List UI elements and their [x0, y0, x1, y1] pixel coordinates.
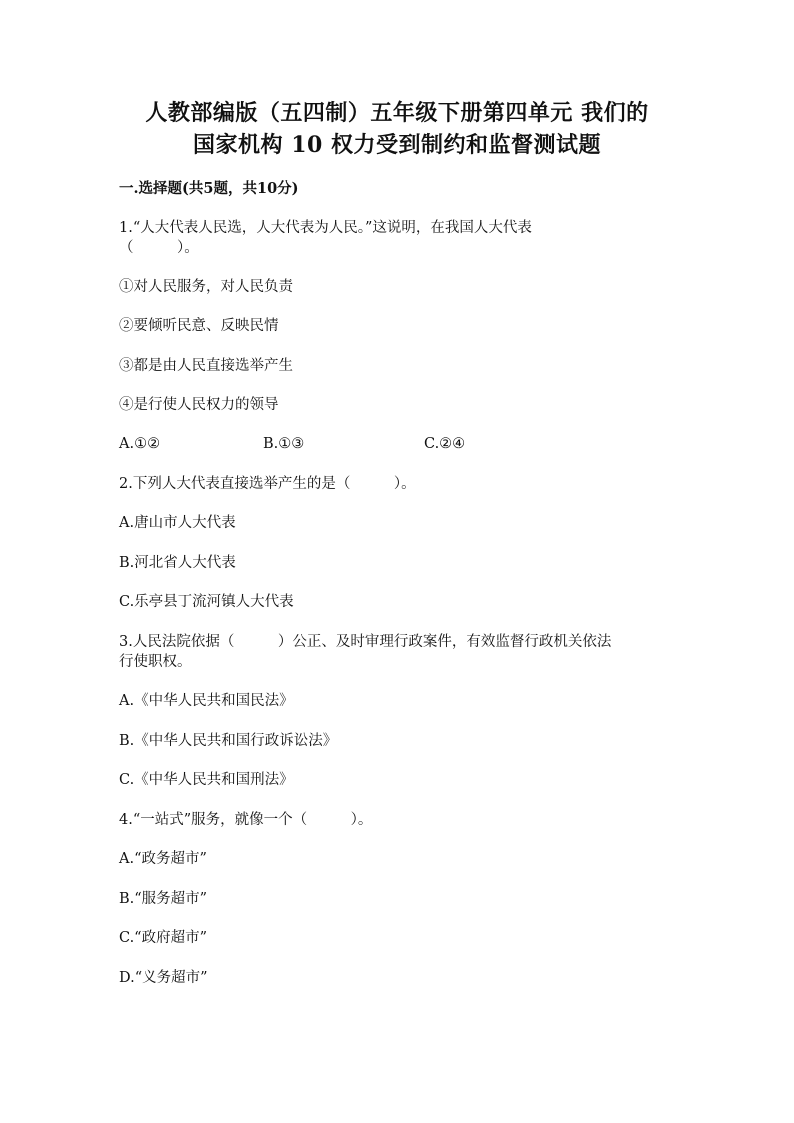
- question-2-option-a[interactable]: A.唐山市人大代表: [119, 515, 236, 531]
- question-4-option-d[interactable]: D.“义务超市”: [119, 970, 208, 986]
- question-1-statement-2: ②要倾听民意、反映民情: [119, 318, 279, 334]
- question-3-option-c[interactable]: C.《中华人民共和国刑法》: [119, 772, 294, 788]
- question-4-stem: 4.“一站式”服务，就像一个（ ）。: [119, 812, 373, 828]
- question-3-stem: 3.人民法院依据（ ）公正、及时审理行政案件，有效监督行政机关依法: [119, 634, 612, 650]
- question-1-option-c[interactable]: C.②④: [424, 436, 466, 452]
- question-2-option-b[interactable]: B.河北省人大代表: [119, 555, 236, 571]
- question-1-option-b[interactable]: B.①③: [263, 436, 305, 452]
- question-4-option-a[interactable]: A.“政务超市”: [119, 851, 207, 867]
- question-1-option-a[interactable]: A.①②: [119, 436, 161, 452]
- section-heading: 一.选择题(共5题，共10分): [119, 180, 299, 197]
- question-1-statement-4: ④是行使人民权力的领导: [119, 397, 279, 413]
- question-1-statement-1: ①对人民服务，对人民负责: [119, 279, 293, 295]
- page-title-line-1: 人教部编版（五四制）五年级下册第四单元 我们的: [145, 100, 649, 126]
- question-1-statement-3: ③都是由人民直接选举产生: [119, 358, 293, 374]
- question-3-option-b[interactable]: B.《中华人民共和国行政诉讼法》: [119, 733, 338, 749]
- question-4-option-b[interactable]: B.“服务超市”: [119, 891, 208, 907]
- page-title-line-2: 国家机构 10 权力受到制约和监督测试题: [193, 132, 601, 158]
- question-2-stem: 2.下列人大代表直接选举产生的是（ ）。: [119, 476, 416, 492]
- question-4-option-c[interactable]: C.“政府超市”: [119, 930, 208, 946]
- question-2-option-c[interactable]: C.乐亭县丁流河镇人大代表: [119, 594, 294, 610]
- question-1-stem-continued: （ ）。: [119, 240, 199, 256]
- question-3-stem-continued: 行使职权。: [119, 654, 192, 670]
- question-1-stem: 1.“人大代表人民选，人大代表为人民。”这说明，在我国人大代表: [119, 220, 532, 236]
- question-3-option-a[interactable]: A.《中华人民共和国民法》: [119, 693, 294, 709]
